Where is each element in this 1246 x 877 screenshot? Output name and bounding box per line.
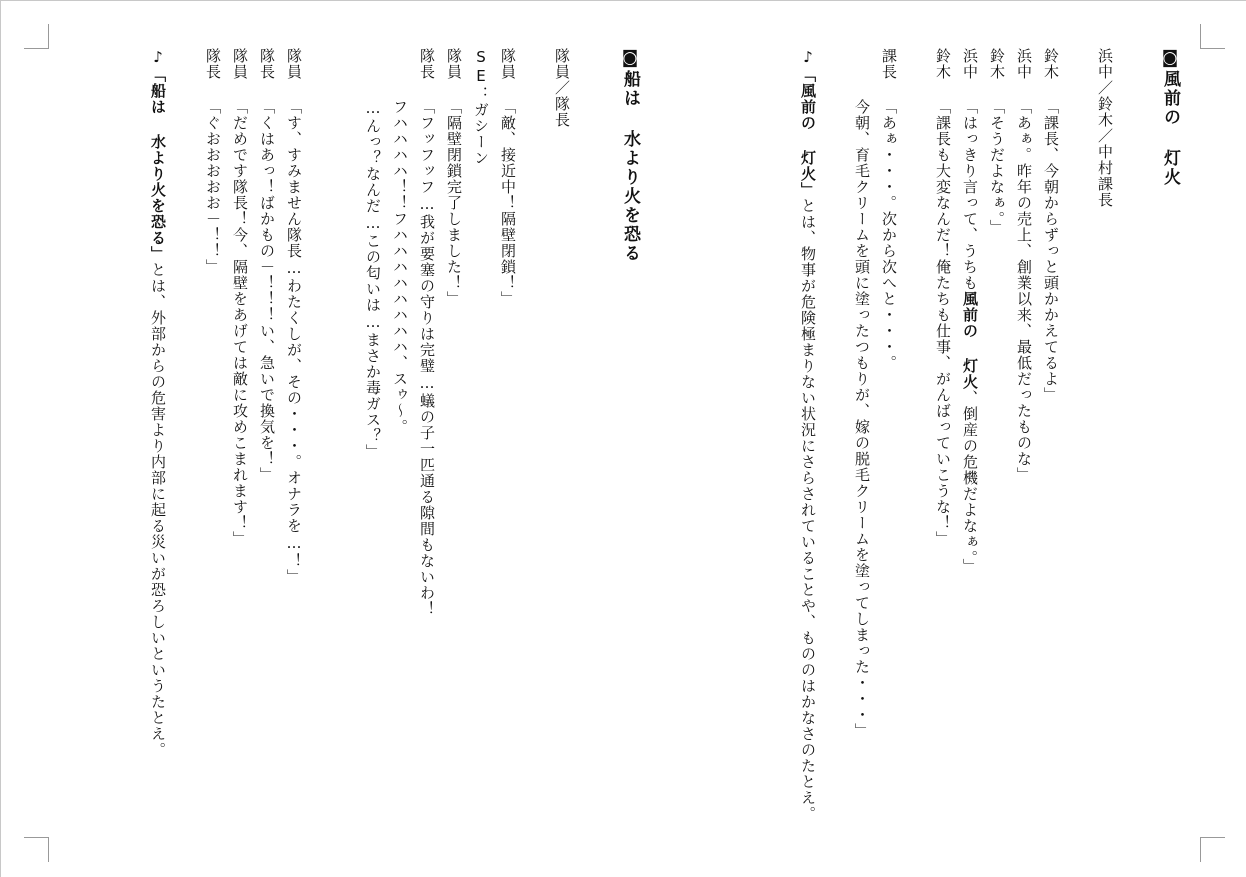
dialogue-line: 鈴木 「課長、今朝からずっと頭かかえてるよ」	[1042, 48, 1060, 403]
dialogue-line: SE：ガシーン	[472, 48, 490, 166]
dialogue-line: 隊長 「フッフッフ…我が要塞の守りは完璧…蟻の子一匹通る隙間もないわ！	[418, 48, 436, 617]
music-note-icon: ♪	[149, 48, 167, 67]
crop-mark-bottom-right	[1200, 837, 1225, 862]
music-note-icon: ♪	[799, 48, 817, 67]
cast-line: 隊員／隊長	[553, 48, 571, 128]
crop-mark-bottom-left	[24, 837, 49, 862]
dialogue-line: …んっ？なんだ…この匂いは…まさか毒ガス？」	[364, 48, 382, 460]
dialogue-line: 隊員 「隔壁閉鎖完了しました！」	[445, 48, 463, 307]
dialogue-line: 今朝、育毛クリームを頭に塗ったつもりが、嫁の脱毛クリームを塗ってしまった・・・」	[853, 48, 871, 739]
dialogue-line: 鈴木 「課長も大変なんだ！俺たちも仕事、がんばっていこうな！」	[934, 48, 952, 547]
dialogue-line: 浜中 「あぁ。昨年の売上、創業以来、最低だったものな」	[1015, 48, 1033, 483]
dialogue-line: 隊員 「だめです隊長！今、隔壁をあげては敵に攻めこまれます！」	[231, 48, 249, 547]
crop-mark-top-right	[1200, 24, 1225, 49]
dialogue-line: 鈴木 「そうだよなぁ。」	[988, 48, 1006, 236]
square-bullet-icon: ◙	[620, 48, 640, 70]
crop-mark-top-left	[24, 24, 49, 49]
idiom-definition: ♪「船は 水より火を恐る」とは、外部からの危害より内部に起る災いが恐ろしいというたとえ。	[149, 48, 167, 758]
heading-text: 船は 水より火を恐る	[620, 70, 640, 263]
heading-text: 風前の 灯火	[1160, 70, 1180, 187]
dialogue-line: 隊員 「敵、接近中！隔壁閉鎖！」	[499, 48, 517, 307]
square-bullet-icon: ◙	[1160, 48, 1180, 70]
dialogue-line: 浜中 「はっきり言って、うちも風前の 灯火、倒産の危機だよなぁ。」	[961, 48, 979, 575]
cast-line: 浜中／鈴木／中村課長	[1096, 48, 1114, 208]
dialogue-line: 課長 「あぁ・・・。次から次へと・・・。	[880, 48, 898, 371]
dialogue-line: 隊長 「くはあっ！ばかもの－！！！い、急いで換気を！」	[258, 48, 276, 483]
dialogue-line: 隊員 「す、すみません隊長…わたくしが、その・・・。オナラを…！」	[285, 48, 303, 585]
idiom-definition: ♪「風前の 灯火」とは、物事が危険極まりない状況にさらされていることや、もののはかなさのたとえ。	[799, 48, 817, 822]
section-heading-1	[1160, 48, 1180, 187]
dialogue-line: フハハハハ！！フハハハハハハハハ、スゥ～。	[391, 48, 409, 435]
idiom-highlight: 風前の 灯火	[961, 291, 979, 390]
section-heading-2	[620, 48, 640, 263]
dialogue-line: 隊長 「ぐおおおおお－！！」	[204, 48, 222, 275]
